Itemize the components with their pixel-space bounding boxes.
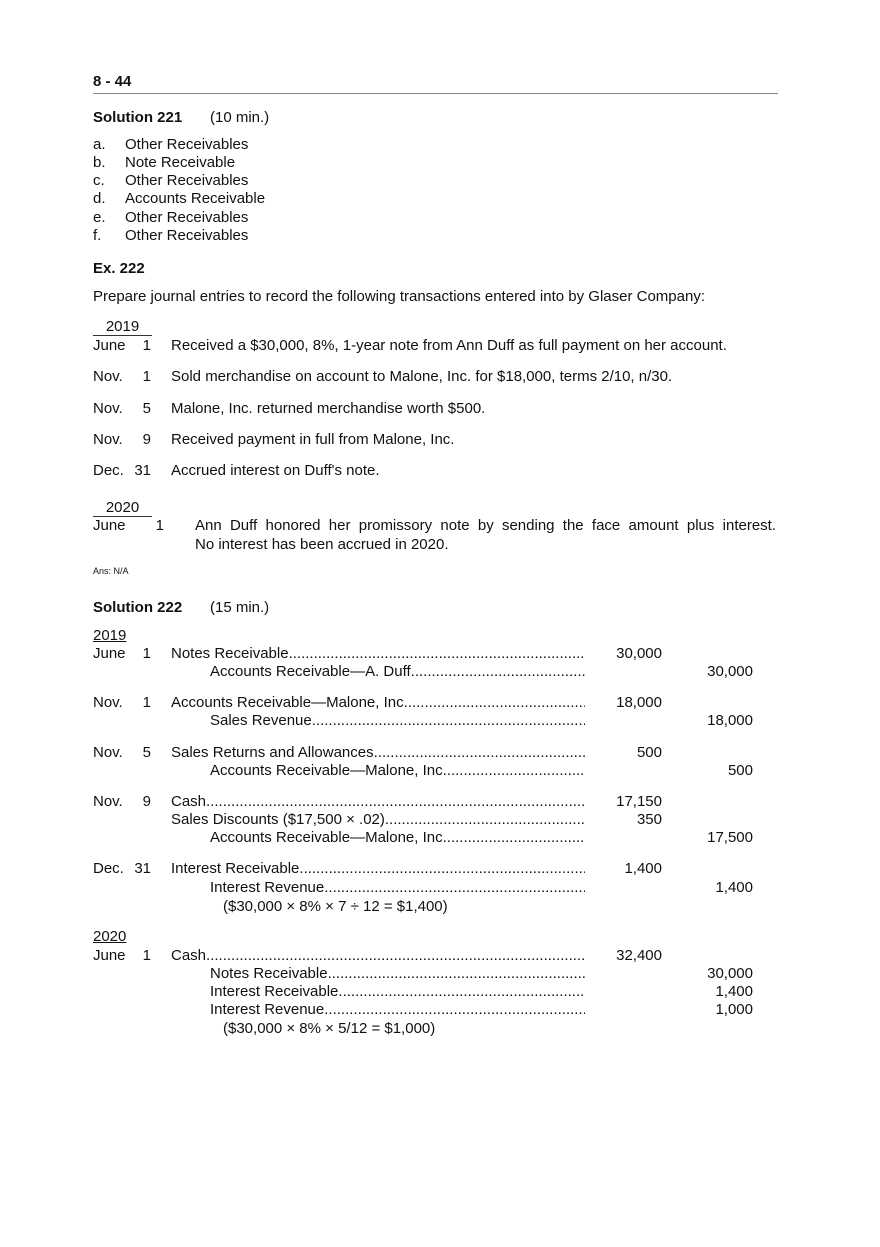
list-item-text: Accounts Receivable bbox=[125, 190, 266, 207]
journal-year-2019: 2019 bbox=[93, 627, 127, 644]
ex222-title: Ex. 222 bbox=[93, 260, 145, 277]
account-name bbox=[210, 965, 585, 983]
account-title: Accounts Receivable—Malone, Inc bbox=[210, 829, 443, 846]
credit-amount: 30,000 bbox=[707, 663, 753, 680]
account-title: Notes Receivable bbox=[210, 965, 328, 982]
list-item-letter: f. bbox=[93, 227, 102, 244]
entry-day: 31 bbox=[134, 860, 151, 877]
account-name bbox=[210, 1001, 585, 1019]
entry-explanation: ($30,000 × 8% × 5/12 = $1,000) bbox=[223, 1020, 436, 1037]
account-title: Interest Receivable bbox=[210, 983, 339, 1000]
credit-amount: 1,000 bbox=[715, 1001, 753, 1018]
list-item-text: Other Receivables bbox=[125, 209, 249, 226]
solution221-time: (10 min.) bbox=[210, 109, 270, 126]
account-name bbox=[171, 694, 585, 712]
credit-amount: 1,400 bbox=[715, 879, 753, 896]
credit-amount: 30,000 bbox=[707, 965, 753, 982]
dot-leader bbox=[206, 947, 585, 964]
transaction-day: 9 bbox=[142, 431, 151, 448]
entry-explanation: ($30,000 × 8% × 7 ÷ 12 = $1,400) bbox=[223, 898, 448, 915]
entry-month: Nov. bbox=[93, 744, 123, 761]
entry-month: Nov. bbox=[93, 793, 123, 810]
list-item-letter: e. bbox=[93, 209, 106, 226]
account-title: Cash bbox=[171, 947, 207, 964]
year-2019-heading: 2019 bbox=[93, 319, 152, 336]
account-title: Interest Revenue bbox=[210, 1001, 325, 1018]
dot-leader bbox=[289, 645, 585, 662]
list-item-text: Other Receivables bbox=[125, 136, 249, 153]
entry-day: 1 bbox=[142, 694, 151, 711]
dot-leader bbox=[312, 712, 585, 729]
account-name bbox=[171, 744, 585, 762]
entry-month: June bbox=[93, 645, 126, 662]
list-item-text: Other Receivables bbox=[125, 172, 249, 189]
transaction-month: Nov. bbox=[93, 400, 123, 417]
account-title: Sales Discounts ($17,500 × .02) bbox=[171, 811, 385, 828]
transaction-month: Dec. bbox=[93, 462, 124, 479]
list-item-text: Note Receivable bbox=[125, 154, 236, 171]
debit-amount: 32,400 bbox=[616, 947, 662, 964]
account-title: Sales Returns and Allowances bbox=[171, 744, 374, 761]
account-title: Cash bbox=[171, 793, 207, 810]
list-item-letter: a. bbox=[93, 136, 106, 153]
account-name bbox=[210, 712, 585, 730]
account-name bbox=[171, 860, 585, 878]
transaction-day: 1 bbox=[155, 517, 164, 534]
account-title: Accounts Receivable—A. Duff bbox=[210, 663, 411, 680]
list-item-letter: d. bbox=[93, 190, 106, 207]
transaction-month: Nov. bbox=[93, 431, 123, 448]
account-title: Notes Receivable bbox=[171, 645, 289, 662]
dot-leader bbox=[443, 829, 585, 846]
account-title: Accounts Receivable—Malone, Inc bbox=[171, 694, 404, 711]
list-item-text: Other Receivables bbox=[125, 227, 249, 244]
journal-year-2020: 2020 bbox=[93, 928, 127, 945]
credit-amount: 17,500 bbox=[707, 829, 753, 846]
transaction-day: 1 bbox=[142, 368, 151, 385]
debit-amount: 30,000 bbox=[616, 645, 662, 662]
entry-day: 1 bbox=[142, 947, 151, 964]
credit-amount: 1,400 bbox=[715, 983, 753, 1000]
transaction-month: June bbox=[93, 337, 126, 354]
solution222-title: Solution 222 bbox=[93, 599, 183, 616]
transaction-day: 5 bbox=[142, 400, 151, 417]
dot-leader bbox=[374, 744, 585, 761]
account-name bbox=[210, 663, 585, 681]
account-title: Sales Revenue bbox=[210, 712, 312, 729]
header-rule bbox=[93, 93, 778, 94]
account-name bbox=[171, 645, 585, 663]
account-name bbox=[210, 983, 585, 1001]
transaction-text: Received a $30,000, 8%, 1-year note from Ann Duff as full payment on her account. bbox=[171, 337, 727, 354]
transaction-text: Malone, Inc. returned merchandise worth $500. bbox=[171, 400, 486, 417]
dot-leader bbox=[411, 663, 585, 680]
entry-day: 1 bbox=[142, 645, 151, 662]
transaction-month: Nov. bbox=[93, 368, 123, 385]
account-name bbox=[210, 879, 585, 897]
dot-leader bbox=[443, 762, 585, 779]
list-item-letter: c. bbox=[93, 172, 105, 189]
debit-amount: 1,400 bbox=[624, 860, 662, 877]
year-2020-heading: 2020 bbox=[93, 500, 152, 517]
dot-leader bbox=[404, 694, 585, 711]
dot-leader bbox=[299, 860, 585, 877]
dot-leader bbox=[206, 793, 585, 810]
transaction-text-line2: No interest has been accrued in 2020. bbox=[195, 536, 449, 553]
account-title: Interest Revenue bbox=[210, 879, 325, 896]
debit-amount: 500 bbox=[636, 744, 662, 761]
dot-leader bbox=[324, 1001, 585, 1018]
entry-month: Nov. bbox=[93, 694, 123, 711]
ex222-instructions: Prepare journal entries to record the following transactions entered into by Glaser Company: bbox=[93, 288, 705, 305]
account-name bbox=[171, 947, 585, 965]
credit-amount: 18,000 bbox=[707, 712, 753, 729]
dot-leader bbox=[324, 879, 585, 896]
account-title: Accounts Receivable—Malone, Inc bbox=[210, 762, 443, 779]
debit-amount: 18,000 bbox=[616, 694, 662, 711]
entry-day: 9 bbox=[142, 793, 151, 810]
transaction-day: 31 bbox=[134, 462, 151, 479]
transaction-text: Sold merchandise on account to Malone, Inc. for $18,000, terms 2/10, n/30. bbox=[171, 368, 673, 385]
account-name bbox=[210, 829, 585, 847]
credit-amount: 500 bbox=[727, 762, 753, 779]
dot-leader bbox=[328, 965, 585, 982]
dot-leader bbox=[338, 983, 585, 1000]
account-name bbox=[171, 793, 585, 811]
entry-month: June bbox=[93, 947, 126, 964]
transaction-month: June bbox=[93, 517, 126, 534]
debit-amount: 17,150 bbox=[616, 793, 662, 810]
solution221-title: Solution 221 bbox=[93, 109, 183, 126]
solution222-time: (15 min.) bbox=[210, 599, 270, 616]
debit-amount: 350 bbox=[636, 811, 662, 828]
list-item-letter: b. bbox=[93, 154, 106, 171]
account-name bbox=[210, 762, 585, 780]
dot-leader bbox=[385, 811, 585, 828]
transaction-text: Received payment in full from Malone, Inc. bbox=[171, 431, 455, 448]
transaction-day: 1 bbox=[142, 337, 151, 354]
account-name bbox=[171, 811, 585, 829]
transaction-text: Accrued interest on Duff's note. bbox=[171, 462, 380, 479]
transaction-text-line1: Ann Duff honored her promissory note by sending the face amount plus interest. bbox=[195, 517, 776, 534]
account-title: Interest Receivable bbox=[171, 860, 300, 877]
answer-note: Ans: N/A bbox=[93, 566, 129, 576]
page-number: 8 - 44 bbox=[93, 73, 132, 90]
entry-month: Dec. bbox=[93, 860, 124, 877]
entry-day: 5 bbox=[142, 744, 151, 761]
